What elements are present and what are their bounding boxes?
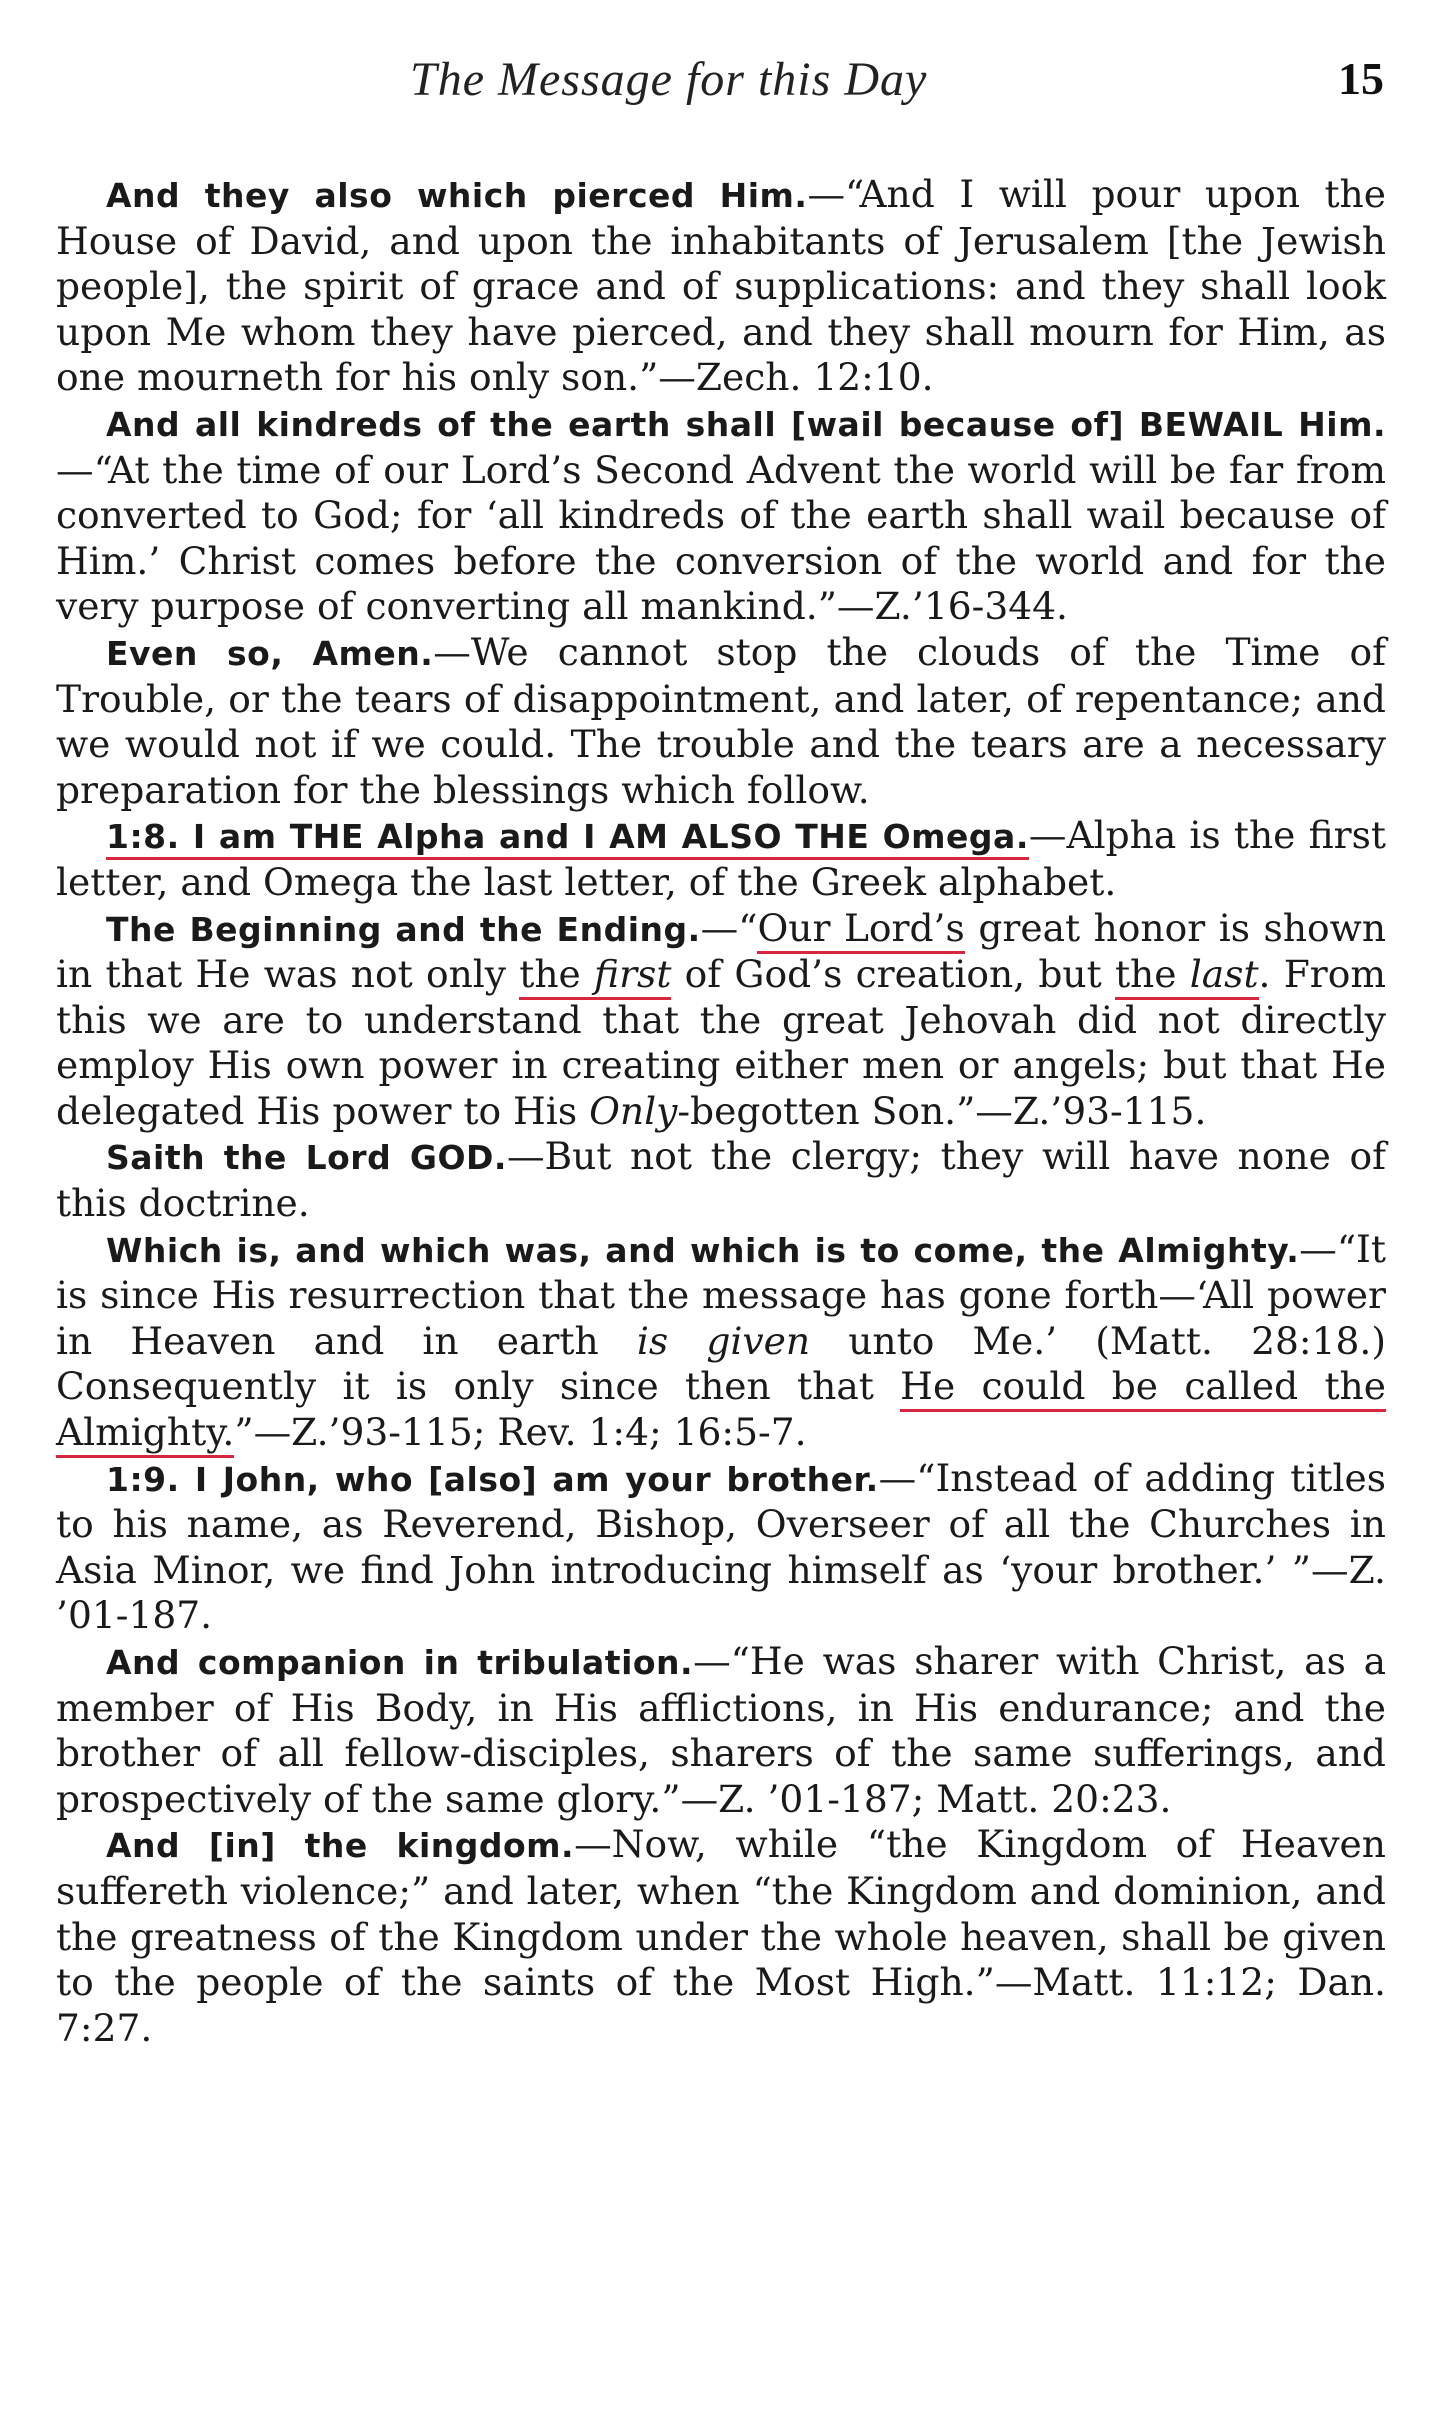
commentary-text: —Alpha is the first letter, and Omega the last letter, of the Greek alphabet. bbox=[56, 813, 1386, 904]
paragraph-companion bbox=[56, 1639, 1386, 1822]
underlined-word: the bbox=[1114, 952, 1190, 997]
italic-word: Only bbox=[589, 1088, 678, 1133]
commentary-text: —“ bbox=[700, 905, 758, 950]
commentary-text: —“He was sharer with Christ, as a member of His Body, in His afflictions, in His endurance; and the brother of all fellow-disciples, sharers of the same sufferings, and prospectively of the same glory.”—Z. ’01-187; Matt. 20:23. bbox=[56, 1639, 1386, 1821]
commentary-text: unto Me.’ (Matt. 28:18.) Consequently it is only since then that bbox=[56, 1318, 1386, 1409]
paragraph-amen bbox=[56, 630, 1386, 813]
commentary-text: —We cannot stop the clouds of the Time of Trouble, or the tears of disappointment, and later, of repentance; and we would not if we could. The trouble and the tears are a necessary preparation for the blessings which follow. bbox=[56, 629, 1386, 812]
commentary-text: —“It is since His resurrection that the message has gone forth—‘All power in Heaven and in earth bbox=[56, 1226, 1386, 1363]
commentary-text: ”—Z.’93-115; Rev. 1:4; 16:5-7. bbox=[234, 1410, 807, 1455]
commentary-text: —But not the clergy; they will have none of this doctrine. bbox=[56, 1134, 1386, 1226]
paragraph-saith-lord bbox=[56, 1134, 1386, 1226]
paragraph-beginning-ending bbox=[56, 906, 1386, 1135]
underlined-phrase: He could be called the Almighty. bbox=[56, 1364, 1386, 1458]
running-header bbox=[0, 52, 1430, 112]
paragraph-almighty bbox=[56, 1227, 1386, 1456]
verse-phrase: Which is, and which was, and which is to come, the Almighty. bbox=[106, 1230, 1300, 1270]
commentary-text: -begotten Son.”—Z.’93-115. bbox=[677, 1088, 1207, 1133]
running-title: The Message for this Day bbox=[410, 53, 928, 106]
underlined-phrase bbox=[519, 952, 671, 1000]
verse-phrase: Saith the Lord GOD. bbox=[106, 1138, 507, 1178]
commentary-text: . From this we are to understand that the great Jehovah did not directly employ His own power in creating either men or angels; but that He delegated His power to His bbox=[56, 952, 1387, 1133]
commentary-text: great honor is shown in that He was not only bbox=[56, 905, 1387, 997]
paragraph-alpha-omega bbox=[56, 813, 1386, 905]
verse-phrase: The Beginning and the Ending. bbox=[106, 909, 701, 949]
commentary-text: —“Instead of adding titles to his name, as Reverend, Bishop, Overseer of all the Churches in Asia Minor, we find John introducing himself as ‘your brother.’ ”—Z. ’01-187. bbox=[56, 1455, 1386, 1638]
verse-phrase: And companion in tribulation. bbox=[106, 1643, 694, 1682]
verse-phrase: And [in] the kingdom. bbox=[106, 1826, 575, 1866]
verse-phrase: Even so, Amen. bbox=[106, 633, 434, 673]
verse-phrase-underlined: 1:8. I am THE Alpha and I AM ALSO THE Omega. bbox=[106, 817, 1029, 860]
italic-word: is given bbox=[636, 1318, 811, 1363]
underlined-phrase: Our Lord’s bbox=[757, 906, 964, 954]
commentary-body bbox=[56, 172, 1386, 2051]
commentary-text: —“And I will pour upon the House of David, and upon the inhabitants of Jerusalem [the Jewish people], the spirit of grace and of supplications: and they shall look upon Me whom they have pierced, and they shall mourn for Him, as one mourneth for his only son.”—Zech. 12:10. bbox=[56, 172, 1386, 400]
underlined-word: the bbox=[519, 952, 595, 997]
paragraph-pierced bbox=[56, 172, 1386, 401]
italic-word: last bbox=[1189, 952, 1259, 997]
paragraph-kingdom bbox=[56, 1822, 1386, 2051]
underlined-phrase bbox=[1115, 952, 1259, 1000]
verse-phrase: And they also which pierced Him. bbox=[106, 176, 808, 215]
italic-word: first bbox=[594, 952, 672, 997]
commentary-text: —Now, while “the Kingdom of Heaven suffereth violence;” and later, when “the Kingdom and dominion, and the greatness of the Kingdom under the whole heaven, shall be given to the people of the saints of the Most High.”—Matt. 11:12; Dan. 7:27. bbox=[56, 1822, 1386, 2050]
commentary-text: of God’s creation, but bbox=[671, 952, 1115, 997]
verse-phrase: 1:9. I John, who [also] am your brother. bbox=[106, 1459, 879, 1499]
paragraph-john-brother bbox=[56, 1456, 1386, 1639]
commentary-text: —“At the time of our Lord’s Second Advent the world will be far from converted to God; for ‘all kindreds of the earth shall wail because of Him.’ Christ comes before the conversion of the world and for the very purpose of converting all mankind.”—Z.’16-344. bbox=[56, 447, 1386, 629]
verse-phrase: And all kindreds of the earth shall [wail because of] BEWAIL Him. bbox=[106, 404, 1386, 444]
page-number: 15 bbox=[1338, 53, 1384, 104]
paragraph-kindreds bbox=[56, 401, 1386, 630]
